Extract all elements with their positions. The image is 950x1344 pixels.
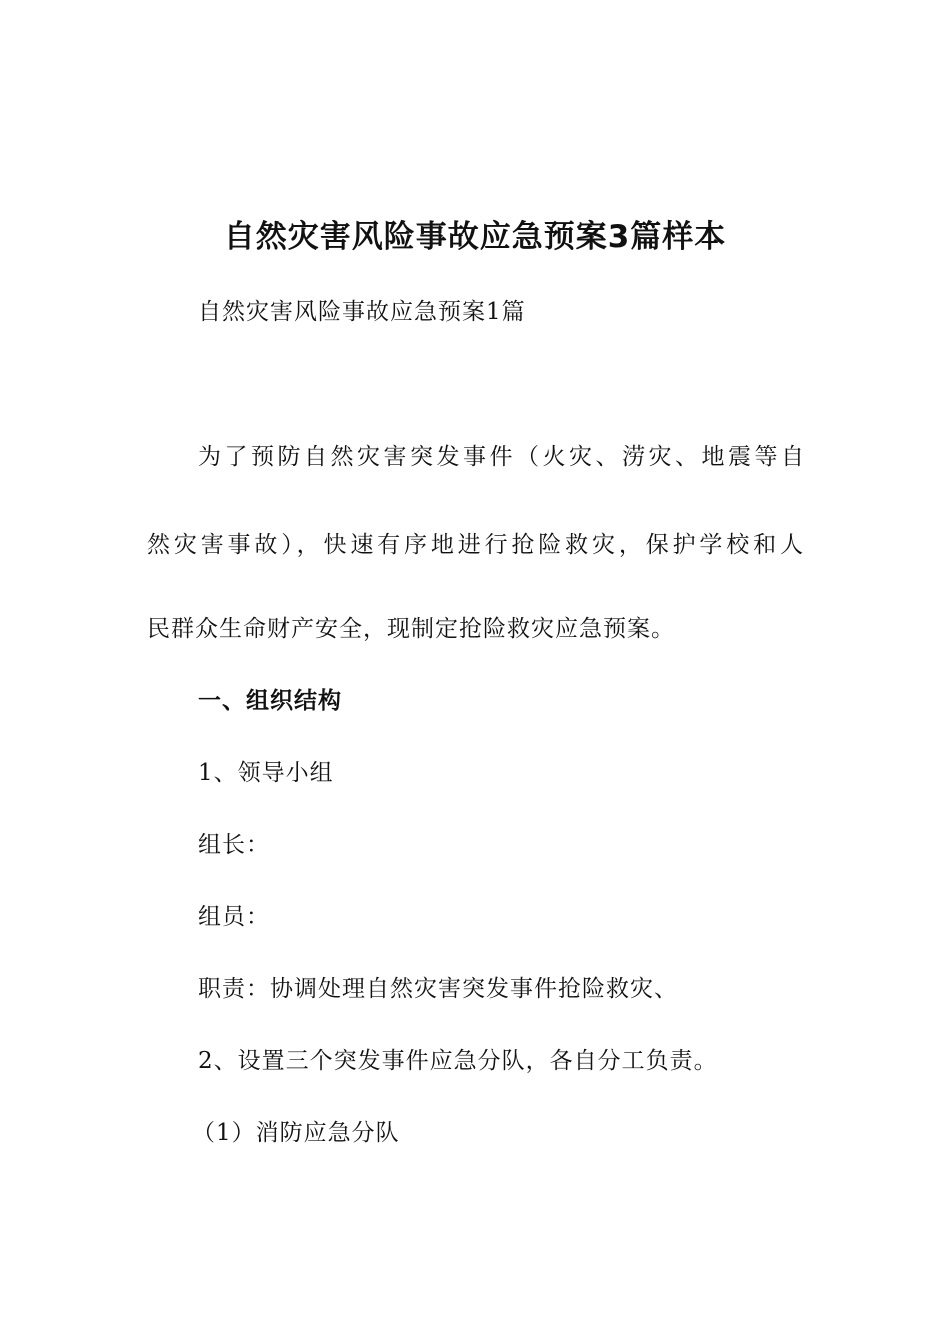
list-item-emergency-teams: 2、设置三个突发事件应急分队，各自分工负责。: [198, 1048, 718, 1074]
document-subtitle: 自然灾害风险事故应急预案1篇: [198, 299, 526, 325]
members-field-label: 组员：: [198, 904, 270, 930]
section-heading-organization: 一、组织结构: [198, 688, 342, 714]
intro-paragraph-line-2: 然灾害事故），快速有序地进行抢险救灾，保护学校和人: [147, 532, 803, 558]
leader-field-label: 组长：: [198, 832, 270, 858]
document-title: 自然灾害风险事故应急预案3篇样本: [223, 219, 727, 255]
intro-paragraph-line-1: 为了预防自然灾害突发事件（火灾、涝灾、地震等自: [198, 444, 804, 470]
duty-text: 职责：协调处理自然灾害突发事件抢险救灾、: [198, 976, 678, 1002]
intro-paragraph-line-3: 民群众生命财产安全，现制定抢险救灾应急预案。: [147, 616, 675, 642]
list-item-leadership-group: 1、领导小组: [198, 760, 334, 786]
sub-item-fire-team: （1）消防应急分队: [192, 1120, 400, 1146]
